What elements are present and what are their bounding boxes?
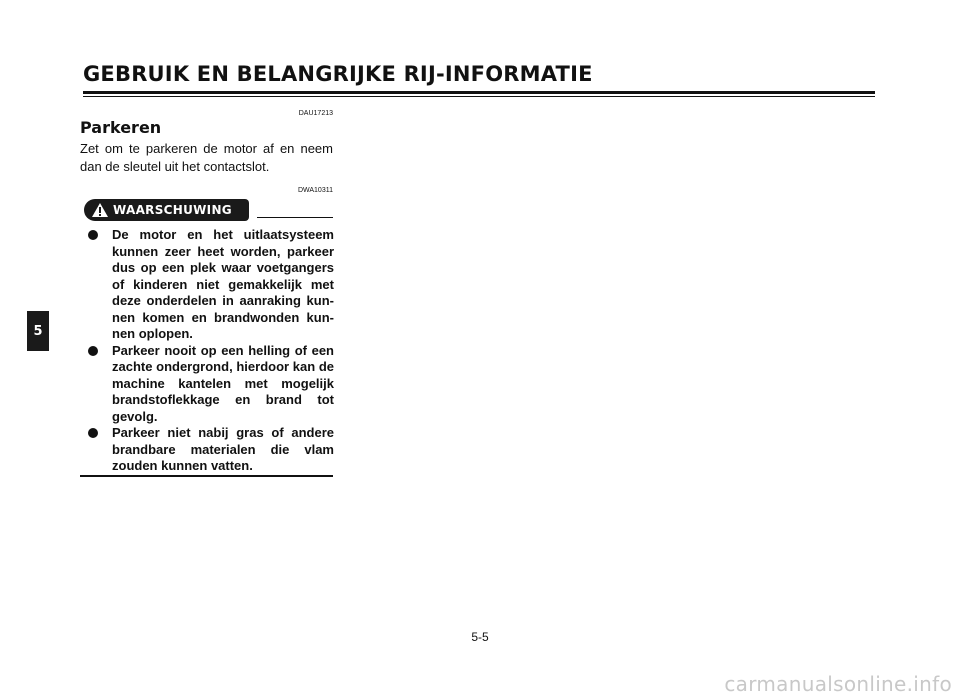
chapter-tab: 5 bbox=[27, 311, 49, 351]
warning-bottom-rule bbox=[80, 475, 333, 477]
warning-item-text: Parkeer niet nabij gras of andere brandbare materialen die vlam zouden kunnen vatten. bbox=[112, 425, 334, 473]
warning-item bbox=[87, 425, 334, 475]
page-header-title: GEBRUIK EN BELANGRIJKE RIJ-INFORMATIE bbox=[83, 62, 593, 86]
section-intro: Zet om te parkeren de motor af en neem dan de sleutel uit het contactslot. bbox=[80, 141, 333, 174]
warning-item-text: Parkeer nooit op een helling of een zachte ondergrond, hierdoor kan de machine kantelen met mogelijk brandstoflekkage en brand tot gevolg. bbox=[112, 342, 334, 424]
watermark: carmanualsonline.info bbox=[724, 672, 952, 696]
bullet-icon bbox=[88, 428, 98, 438]
header-rule-thick bbox=[83, 91, 875, 94]
warning-label: WAARSCHUWING bbox=[113, 203, 232, 217]
warning-code: DWA10311 bbox=[297, 187, 333, 194]
warning-header-rule bbox=[257, 217, 333, 218]
bullet-icon bbox=[88, 346, 98, 356]
page-number: 5-5 bbox=[471, 630, 489, 644]
warning-item-text: De motor en het uitlaatsysteem kunnen zeer heet worden, parkeer dus op een plek waar voetgangers of kinderen niet gemakkelijk met deze onderdelen in aanraking kun-nen komen en brandwonden kun-nen oplopen. bbox=[112, 227, 334, 341]
warning-item bbox=[87, 343, 334, 426]
warning-badge bbox=[84, 199, 249, 221]
warning-list bbox=[87, 227, 334, 475]
section-heading: Parkeren bbox=[80, 118, 162, 137]
bullet-icon bbox=[88, 230, 98, 240]
warning-triangle-icon bbox=[87, 199, 113, 221]
header-rule-thin bbox=[83, 96, 875, 97]
section-code: DAU17213 bbox=[298, 110, 333, 117]
warning-item bbox=[87, 227, 334, 343]
